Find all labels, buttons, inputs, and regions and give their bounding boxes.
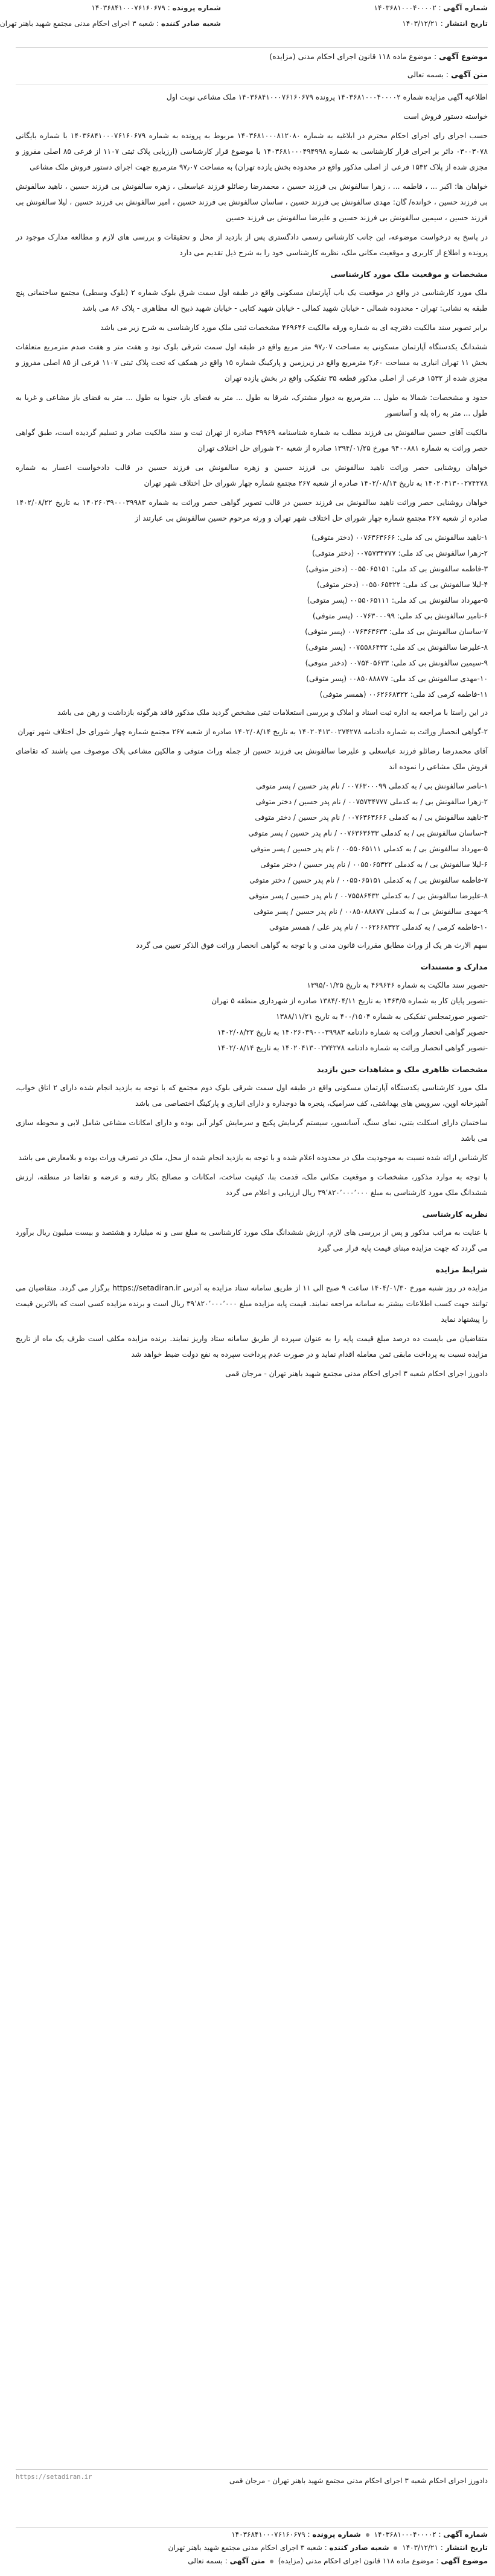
footer-register-line: شماره آگهی : ۱۴۰۳۶۸۱۰۰۰۴۰۰۰۰۲ شماره پرونده : ۱۴۰۳۶۸۴۱۰۰۰۷۶۱۶۰۶۷۹ (231, 2530, 488, 2539)
list-item: ۵-مهرداد سالفونش بی کد ملی: ۰۰۵۵۰۶۵۱۱۱ (پسر متوفی) (307, 596, 488, 604)
list-item: ۷-فاطمه سالفونش بی / به کدملی ۰۰۵۵۰۶۵۱۵۱ / نام پدر حسین / دختر متوفی (249, 876, 488, 884)
separator-dot-icon (270, 2560, 273, 2563)
notice-paragraph: خواهان روشنایی حصر وراثت ناهید سالفونش بی فرزند حسین در قالب تصویر گواهی حصر وراثت به شماره ۱۴۰۲۶۰۳۹۰۰۰۳۹۹۸۳ به تاریخ ۱۴۰۲/۰۸/۲۲ صادره از شعبه ۲۶۷ مجتمع شماره چهار شورای حل اختلاف شهر تهران و ورثه مرحوم حسین سالفونش بی عبارتند از (16, 498, 488, 522)
heirs-list (16, 530, 488, 702)
notice-paragraph: با توجه به موارد مذکور، مشخصات و موقعیت مکانی ملک، قدمت بنا، کیفیت ساخت، امکانات و مصالح بکار رفته و عرضه و تقاضا در منطقه، ارزش ششدانگ ملک مورد کارشناسی به مبلغ ۳۹٬۸۲۰٬۰۰۰٬۰۰۰ ریال ارزیابی و اعلام می گردد (16, 1173, 488, 1197)
footer-file-number-value: ۱۴۰۳۶۸۴۱۰۰۰۷۶۱۶۰۶۷۹ (231, 2530, 305, 2539)
notice-body (16, 84, 488, 1382)
list-item: -تصویر پایان کار به شماره ۱۳۶۳/۵ به تاریخ ۱۳۸۴/۰۴/۱۱ صادره از شهرداری منطقه ۵ تهران (211, 997, 488, 1005)
notice-paragraph: کارشناس ارائه شده نسبت به موجودیت ملک در محدوده اعلام شده و با توجه به بازدید انجام شده از محل، ملک در تصرف وراث بوده و بلامعارض می باشد (18, 1153, 488, 1162)
publisher-value: شعبه ۳ اجرای احکام مدنی مجتمع شهید باهنر تهران (0, 19, 155, 28)
list-item: ۶-لیلا سالفونش بی / به کدملی ۰۰۵۵۰۶۵۳۲۲ / نام پدر حسین / دختر متوفی (260, 860, 488, 869)
list-item: ۲-زهرا سالفونش بی / به کدملی ۰۰۷۵۷۳۴۷۷۷ / نام پدر حسین / دختر متوفی (255, 798, 488, 806)
register-number-value: ۱۴۰۳۶۸۱۰۰۰۴۰۰۰۰۲ (374, 4, 436, 12)
list-item: -تصویر گواهی انحصار وراثت به شماره دادنامه ۱۴۰۲۰۴۱۳۰۰۲۷۴۲۷۸ به تاریخ ۱۴۰۲/۰۸/۱۴ (217, 1044, 488, 1052)
footer-subject-line: موضوع آگهی : موضوع ماده ۱۱۸ قانون اجرای احکام مدنی (مزایده) متن آگهی : بسمه تعالی (188, 2557, 488, 2565)
file-number-line: شماره پرونده : ۱۴۰۳۶۸۴۱۰۰۰۷۶۱۶۰۶۷۹ (91, 4, 221, 12)
list-item: ۸-علیرضا سالفونش بی کد ملی: ۰۰۷۵۵۸۶۴۳۲ (پسر متوفی) (305, 643, 488, 652)
notice-meta (16, 48, 488, 84)
notice-paragraph: ملک مورد کارشناسی یکدستگاه آپارتمان مسکونی واقع در طبقه اول سمت شرقی بلوک دوم مجتمع که با توجه به بازدید انجام شده دارای ۲ اتاق خواب، آشپزخانه اوپن، سرویس های بهداشتی، کف سرامیک، پنجره ها دوجداره و دارای انباری و پارکینگ اختصاصی می باشد (16, 1083, 488, 1108)
section-heading: مشخصات و موقعیت ملک مورد کارشناسی (330, 270, 488, 279)
site-link[interactable]: https://setadiran.ir (16, 2473, 92, 2481)
publish-date-label: تاریخ انتشار (445, 19, 488, 28)
footer-publisher-label: شعبه صادر کننده (329, 2543, 389, 2552)
notice-paragraph: ملک مورد کارشناسی در واقع در موقعیت یک باب آپارتمان مسکونی واقع در طبقه اول سمت شرق بلوک شماره ۲ (بلوک وسطی) مجتمع ساختمانی پنج طبقه به نشانی: تهران - محدوده شمالی - خیابان شهید کمالی - خیابان شهید کتابی - خیابان شهید ذبیح اله مظاهری - پلاک ۸۶ می باشد (16, 288, 488, 312)
notice-footer (16, 2469, 488, 2576)
list-item: ۱-ناصر سالفونش بی / به کدملی ۰۰۷۶۳۰۰۰۹۹ / نام پدر حسین / پسر متوفی (256, 782, 488, 790)
section-heading: مدارک و مستندات (420, 962, 488, 971)
notice-paragraph: با عنایت به مراتب مذکور و پس از بررسی های لازم، ارزش ششدانگ ملک مورد کارشناسی به مبلغ سی و نه میلیارد و هشتصد و بیست میلیون ریال برآورد می گردد که جهت مزایده مبنای قیمت پایه قرار می گیرد (16, 1228, 488, 1252)
text-line: متن آگهی : بسمه تعالی (407, 70, 488, 79)
register-number-line: شماره آگهی : ۱۴۰۳۶۸۱۰۰۰۴۰۰۰۰۲ (374, 4, 488, 12)
list-item: -تصویر صورتمجلس تفکیکی به شماره ۴۰۰/۱۵۰۴ به تاریخ ۱۳۸۸/۱۱/۲۱ (276, 1012, 488, 1021)
list-item: ۳-ناهید سالفونش بی / به کدملی ۰۰۷۶۳۶۳۶۶۶ / نام پدر حسین / دختر متوفی (255, 813, 488, 822)
subject-label: موضوع آگهی (439, 52, 488, 61)
list-item: ۳-فاطمه سالفونش بی کد ملی: ۰۰۵۵۰۶۵۱۵۱ (دختر متوفی) (305, 565, 488, 573)
separator-dot-icon (394, 2546, 397, 2550)
subject-line: موضوع آگهی : موضوع ماده ۱۱۸ قانون اجرای احکام مدنی (مزایده) (269, 52, 488, 61)
notice-paragraph: مالکیت آقای حسین سالفونش بی فرزند مطلب به شماره شناسنامه ۳۹۹۶۹ صادره از تهران ثبت و سند مالکیت صادر و تسلیم گردیده است، طبق گواهی حصر وراثت به شماره ۹۴۰۰۸۸۱ مورخ ۱۳۹۴/۰۱/۲۵ صادره از شعبه ۲۰ شورای حل اختلاف تهران (16, 428, 488, 452)
list-item: ۱۰-فاطمه کرمی / به کدملی ۰۰۶۲۶۶۸۳۲۲ / نام پدر علی / همسر متوفی (269, 923, 488, 931)
section-heading: شرایط مزایده (435, 1265, 488, 1274)
list-item: -تصویر سند مالکیت به شماره ۴۶۹۶۴۶ به تاریخ ۱۳۹۵/۰۱/۲۵ (307, 981, 488, 989)
notice-paragraph: ۲-گواهی انحصار وراثت به شماره دادنامه ۱۴۰۲۰۴۱۳۰۰۲۷۴۲۷۸ به تاریخ ۱۴۰۲/۰۸/۱۴ صادره از شعبه ۲۶۷ مجتمع شماره چهار شورای حل اختلاف شهر تهران (18, 728, 488, 736)
section-heading: مشخصات ظاهری ملک و مشاهدات حین بازدید (316, 1065, 488, 1074)
footer-subject-label: موضوع آگهی (441, 2557, 488, 2565)
notice-intro: اطلاعیه آگهی مزایده شماره ۱۴۰۳۶۸۱۰۰۰۴۰۰۰۰۲ پرونده ۱۴۰۳۶۸۴۱۰۰۰۷۶۱۶۰۶۷۹ ملک مشاعی نوبت اول (166, 93, 488, 101)
header-left-column (0, 0, 221, 31)
list-item: -تصویر گواهی انحصار وراثت به شماره دادنامه ۱۴۰۲۶۰۳۹۰۰۰۳۹۹۸۳ به تاریخ ۱۴۰۲/۰۸/۲۲ (217, 1028, 488, 1036)
list-item: ۸-علیرضا سالفونش بی / به کدملی ۰۰۷۵۵۸۶۴۳۲ / نام پدر حسین / پسر متوفی (249, 892, 488, 900)
publish-date-value: ۱۴۰۳/۱۲/۲۱ (402, 19, 438, 28)
list-item: ۵-مهرداد سالفونش بی / به کدملی ۰۰۵۵۰۶۵۱۱۱ / نام پدر حسین / پسر متوفی (251, 845, 488, 853)
list-item: ۲-زهرا سالفونش بی کد ملی: ۰۰۷۵۷۳۴۷۷۷ (دختر متوفی) (312, 549, 488, 557)
notice-request: خواسته دستور فروش است (403, 112, 488, 121)
notice-paragraph: آقای محمدرضا رضائلو فرزند عباسعلی و علیرضا سالفونش بی فرزند حسین از جمله وراث متوفی و مالکین مشاعی پلاک موصوف می باشند که تقاضای فروش ملک مشاعی را نموده اند (16, 747, 488, 771)
text-label: متن آگهی (451, 70, 488, 79)
notice-paragraph: ششدانگ یکدستگاه آپارتمان مسکونی به مساحت ۹۷٫۰۷ متر مربع واقع در طبقه اول سمت شرقی بلوک نود و هفت متر و هفت صدم مترمربع متعلقات بخش ۱۱ تهران انباری به مساحت ۲٫۶۰ مترمربع واقع در زیرزمین و پارکینگ شماره ۱۵ واقع در همکف که تحت پلاک ثبتی ۱۱۰۷ فرعی از ۸۵ اصلی مفروز و مجزی شده از ۱۵۳۲ فرعی از اصلی مذکور قطعه ۳۵ تفکیکی واقع در بخش یازده تهران (16, 343, 488, 382)
footer-date-label: تاریخ انتشار (445, 2543, 488, 2552)
publisher-line: شعبه صادر کننده : شعبه ۳ اجرای احکام مدنی مجتمع شهید باهنر تهران (0, 19, 221, 28)
footer-date-value: ۱۴۰۳/۱۲/۲۱ (402, 2543, 438, 2552)
notice-paragraph: در پاسخ به درخواست موضوعه، این جانب کارشناس رسمی دادگستری پس از بازدید از محل و تحقیقات و بررسی های لازم و مطالعه مدارک موجود در پرونده و اطلاع از کاربری و موقعیت مکانی ملک، نظریه کارشناسی خود را به شرح ذیل تقدیم می دارد (16, 233, 488, 257)
notice-paragraph: مزایده در روز شنبه مورخ ۱۴۰۴/۰۱/۳۰ ساعت ۹ صبح الی ۱۱ از طریق سامانه ستاد مزایده به آدرس https://setadiran.ir برگزار می گردد. متقاضیان می توانند جهت کسب اطلاعات بیشتر به سامانه مراجعه نمایند. قیمت پایه مزایده مبلغ ۳۹٬۸۲۰٬۰۰۰٬۰۰۰ ریال است و برنده مزایده کسی است که بالاترین قیمت را پیشنهاد نماید (16, 1284, 488, 1324)
file-number-value: ۱۴۰۳۶۸۴۱۰۰۰۷۶۱۶۰۶۷۹ (91, 4, 165, 12)
list-item: ۱-ناهید سالفونش بی کد ملی: ۰۰۷۶۳۶۳۶۶۶ (دختر متوفی) (311, 533, 488, 542)
list-item: ۶-تامیر سالفونش بی کد ملی: ۰۰۷۶۳۰۰۰۹۹ (پسر متوفی) (312, 612, 488, 620)
footer-repeat-header (16, 2527, 488, 2570)
footer-subject-value: موضوع ماده ۱۱۸ قانون اجرای احکام مدنی (مزایده) (278, 2557, 434, 2565)
notice-paragraph: حسب اجرای رای اجرای احکام محترم در ابلاغیه به شماره ۱۴۰۳۶۸۱۰۰۰۸۱۲۰۸۰ مربوط به پرونده به شماره ۱۴۰۳۶۸۴۱۰۰۰۷۶۱۶۰۶۷۹ با شماره بایگانی ۰۳۰۰۳۰۷۸ دائر بر اجرای قرار کارشناسی به شماره ۱۴۰۳۶۸۱۰۰۰۴۹۴۹۹۸ با موضوع قرار کارشناسی (ارزیابی پلاک ثبتی ۱۱۰۷ از فرعی ۸۵ اصلی مفروز و مجزی شده از پلاک ۱۵۳۲ فرعی از اصلی مذکور واقع در محدوده بخش یازده تهران) به مساحت ۹۷٫۰۷ مترمربع جهت اجرای دستور فروش ملک مشاعی (16, 132, 488, 171)
file-number-label: شماره پرونده (172, 4, 221, 12)
footer-file-number-label: شماره پرونده (312, 2530, 361, 2539)
section-heading: نظریه کارشناسی (422, 1210, 488, 1219)
heirs-list-secondary (16, 778, 488, 935)
notice-header (0, 0, 488, 48)
publisher-label: شعبه صادر کننده (161, 19, 221, 28)
list-item: ۹-مهدی سالفونش بی / به کدملی ۰۰۸۵۰۸۸۸۷۷ / نام پدر حسین / پسر متوفی (254, 907, 488, 916)
list-item: ۷-ساسان سالفونش بی کد ملی: ۰۰۷۶۳۶۳۶۳۳ (پسر متوفی) (305, 627, 488, 636)
list-item: ۴-لیلا سالفونش بی کد ملی: ۰۰۵۵۰۶۵۳۲۲ (دختر متوفی) (316, 580, 488, 589)
notice-paragraph: برابر تصویر سند مالکیت دفترچه ای به شماره ورقه مالکیت ۴۶۹۶۴۶ مشخصات ثبتی ملک مورد کارشناسی به شرح زیر می باشد (100, 323, 488, 332)
header-right-column (307, 0, 488, 31)
footer-register-label: شماره آگهی (443, 2530, 488, 2539)
list-item: ۹-سیمین سالفونش بی کد ملی: ۰۰۷۵۴۰۵۶۳۳ (دختر متوفی) (305, 659, 488, 667)
notice-paragraph: در این راستا با مراجعه به اداره ثبت اسناد و املاک و بررسی استعلامات ثبتی مشخص گردید ملک مذکور فاقد هرگونه بازداشت و رهن می باشد (57, 708, 488, 717)
notice-paragraph: خواهان روشنایی حصر وراثت ناهید سالفونش بی فرزند حسین و زهره سالفونش بی فرزند حسین در قالب دادخواست اعسار به شماره ۱۴۰۲۰۴۱۳۰۰۲۷۴۲۷۸ به تاریخ ۱۴۰۲/۰۸/۱۴ صادره از شعبه ۲۶۷ مجتمع شماره چهار شورای حل اختلاف شهر تهران (16, 463, 488, 487)
footer-publisher-value: شعبه ۳ اجرای احکام مدنی مجتمع شهید باهنر تهران (168, 2543, 322, 2552)
list-item: ۱۱-فاطمه کرمی کد ملی: ۰۰۶۲۶۶۸۳۲۲ (همسر متوفی) (319, 690, 488, 699)
footer-register-value: ۱۴۰۳۶۸۱۰۰۰۴۰۰۰۰۲ (374, 2530, 436, 2539)
footer-date-line: تاریخ انتشار : ۱۴۰۳/۱۲/۲۱ شعبه صادر کننده : شعبه ۳ اجرای احکام مدنی مجتمع شهید باهنر تهران (168, 2543, 488, 2552)
footer-text-label: متن آگهی (229, 2557, 266, 2565)
documents-list (16, 977, 488, 1056)
notice-paragraph: حدود و مشخصات: شمالا به طول ... مترمربع به دیوار مشترک، شرقا به طول ... متر به فضای باز، جنوبا به طول ... متر به فضای باز مشاعی و غربا به طول ... متر به راه پله و آسانسور (16, 393, 488, 417)
footer-text-value: بسمه تعالی (188, 2557, 223, 2565)
subject-value: موضوع ماده ۱۱۸ قانون اجرای احکام مدنی (مزایده) (269, 52, 432, 61)
signature-line: دادورز اجرای احکام شعبه ۳ اجرای احکام مدنی مجتمع شهید باهنر تهران - مرجان قمی (229, 2476, 488, 2485)
list-item: ۴-ساسان سالفونش بی / به کدملی ۰۰۷۶۳۶۳۶۳۳ / نام پدر حسین / پسر متوفی (248, 829, 488, 837)
notice-parties: خواهان ها: اکبر ... ، فاطمه ... ، زهرا سالفونش بی فرزند حسین ، محمدرضا رضائلو فرزند عباسعلی ، زهره سالفونش بی فرزند حسین ، ناهید سالفونش بی فرزند حسین ، خوانده/ گان: مهدی سالفونش بی فرزند حسین ، ساسان سالفونش بی فرزند حسین ، امیر سالفونش بی فرزند حسین ، لیلا سالفونش بی فرزند حسین ، سیمین سالفونش بی فرزند حسین و علیرضا سالفونش بی فرزند حسین (16, 182, 488, 222)
separator-dot-icon (366, 2533, 369, 2537)
publish-date-line: تاریخ انتشار : ۱۴۰۳/۱۲/۲۱ (402, 19, 488, 28)
list-item: ۱۰-مهدی سالفونش بی کد ملی: ۰۰۸۵۰۸۸۸۷۷ (پسر متوفی) (306, 674, 488, 683)
notice-paragraph: سهم الارث هر یک از وراث مطابق مقررات قانون مدنی و با توجه به گواهی انحصار وراثت فوق الذکر تعیین می گردد (136, 941, 488, 950)
register-number-label: شماره آگهی (443, 4, 488, 12)
notice-paragraph: ساختمان دارای اسکلت بتنی، نمای سنگ، آسانسور، سیستم گرمایش پکیج و سرمایش کولر آبی بوده و دارای امکانات مشاعی شامل لابی و محوطه سازی می باشد (16, 1118, 488, 1143)
text-value: بسمه تعالی (407, 70, 444, 79)
notice-paragraph: متقاضیان می بایست ده درصد مبلغ قیمت پایه را به عنوان سپرده از طریق سامانه ستاد واریز نمایند. برنده مزایده مکلف است ظرف یک ماه از تاریخ مزایده نسبت به پرداخت مابقی ثمن معامله اقدام نماید و در صورت عدم پرداخت سپرده به نفع دولت ضبط خواهد شد (16, 1334, 488, 1359)
notice-closing: دادورز اجرای احکام شعبه ۳ اجرای احکام مدنی مجتمع شهید باهنر تهران - مرجان قمی (225, 1369, 488, 1378)
